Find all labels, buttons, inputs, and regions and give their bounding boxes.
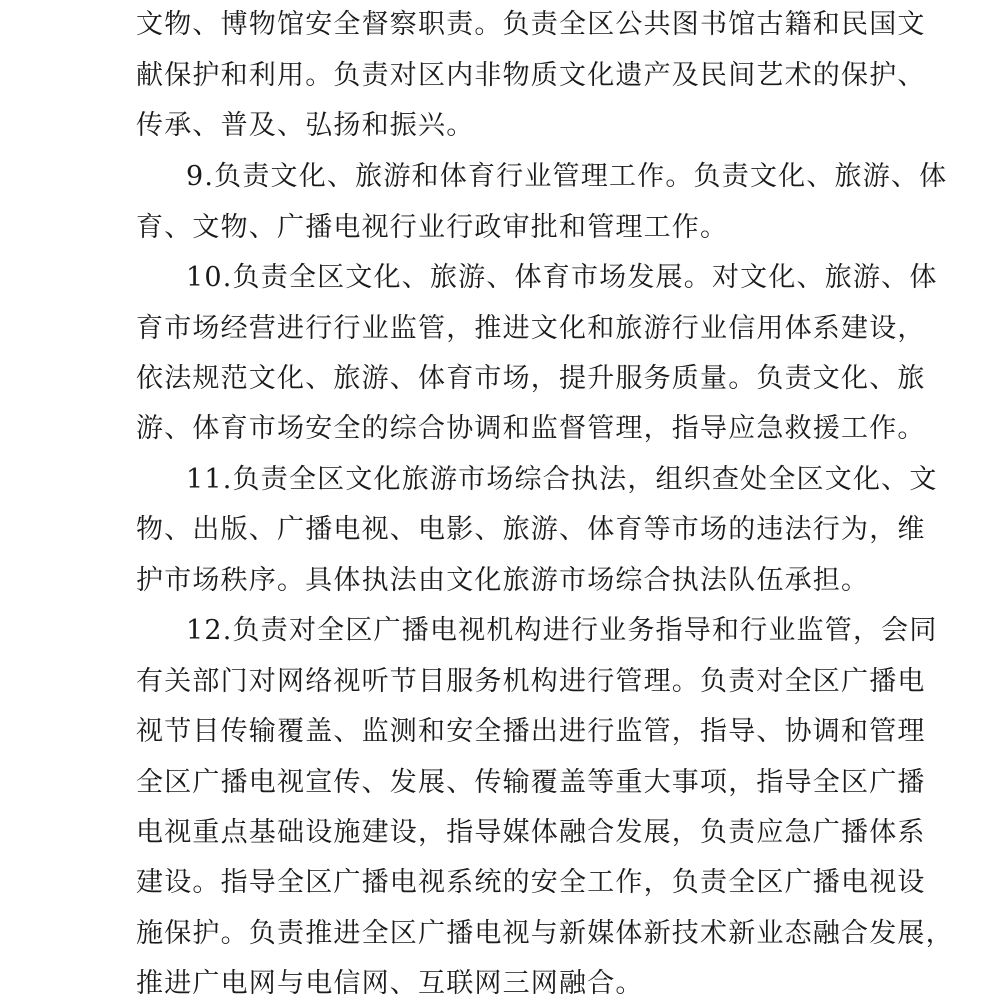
text-line: 游、体育市场安全的综合协调和监督管理，指导应急救援工作。 [136,413,926,444]
text-line: 护市场秩序。具体执法由文化旅游市场综合执法队伍承担。 [136,565,870,596]
paragraph-start-line: 11.负责全区文化旅游市场综合执法，组织查处全区文化、文 [186,464,938,495]
text-line: 育、文物、广播电视行业行政审批和管理工作。 [136,212,729,243]
text-line: 视节目传输覆盖、监测和安全播出进行监管，指导、协调和管理 [136,716,926,747]
text-line: 全区广播电视宣传、发展、传输覆盖等重大事项，指导全区广播 [136,767,926,798]
text-line: 育市场经营进行行业监管，推进文化和旅游行业信用体系建设， [136,313,926,344]
text-line: 施保护。负责推进全区广播电视与新媒体新技术新业态融合发展， [136,918,954,949]
text-line: 物、出版、广播电视、电影、旅游、体育等市场的违法行为，维 [136,514,926,545]
text-line: 文物、博物馆安全督察职责。负责全区公共图书馆古籍和民国文 [136,9,926,40]
text-line: 献保护和利用。负责对区内非物质文化遗产及民间艺术的保护、 [136,60,926,91]
text-line: 电视重点基础设施建设，指导媒体融合发展，负责应急广播体系 [136,817,926,848]
text-line: 依法规范文化、旅游、体育市场，提升服务质量。负责文化、旅 [136,363,926,394]
paragraph-start-line: 10.负责全区文化、旅游、体育市场发展。对文化、旅游、体 [186,262,938,293]
text-line: 传承、普及、弘扬和振兴。 [136,110,475,141]
text-line: 有关部门对网络视听节目服务机构进行管理。负责对全区广播电 [136,666,926,697]
text-line: 推进广电网与电信网、互联网三网融合。 [136,968,644,999]
paragraph-start-line: 12.负责对全区广播电视机构进行业务指导和行业监管，会同 [186,615,938,646]
paragraph-start-line: 9.负责文化、旅游和体育行业管理工作。负责文化、旅游、体 [186,161,948,192]
text-line: 建设。指导全区广播电视系统的安全工作，负责全区广播电视设 [136,867,926,898]
